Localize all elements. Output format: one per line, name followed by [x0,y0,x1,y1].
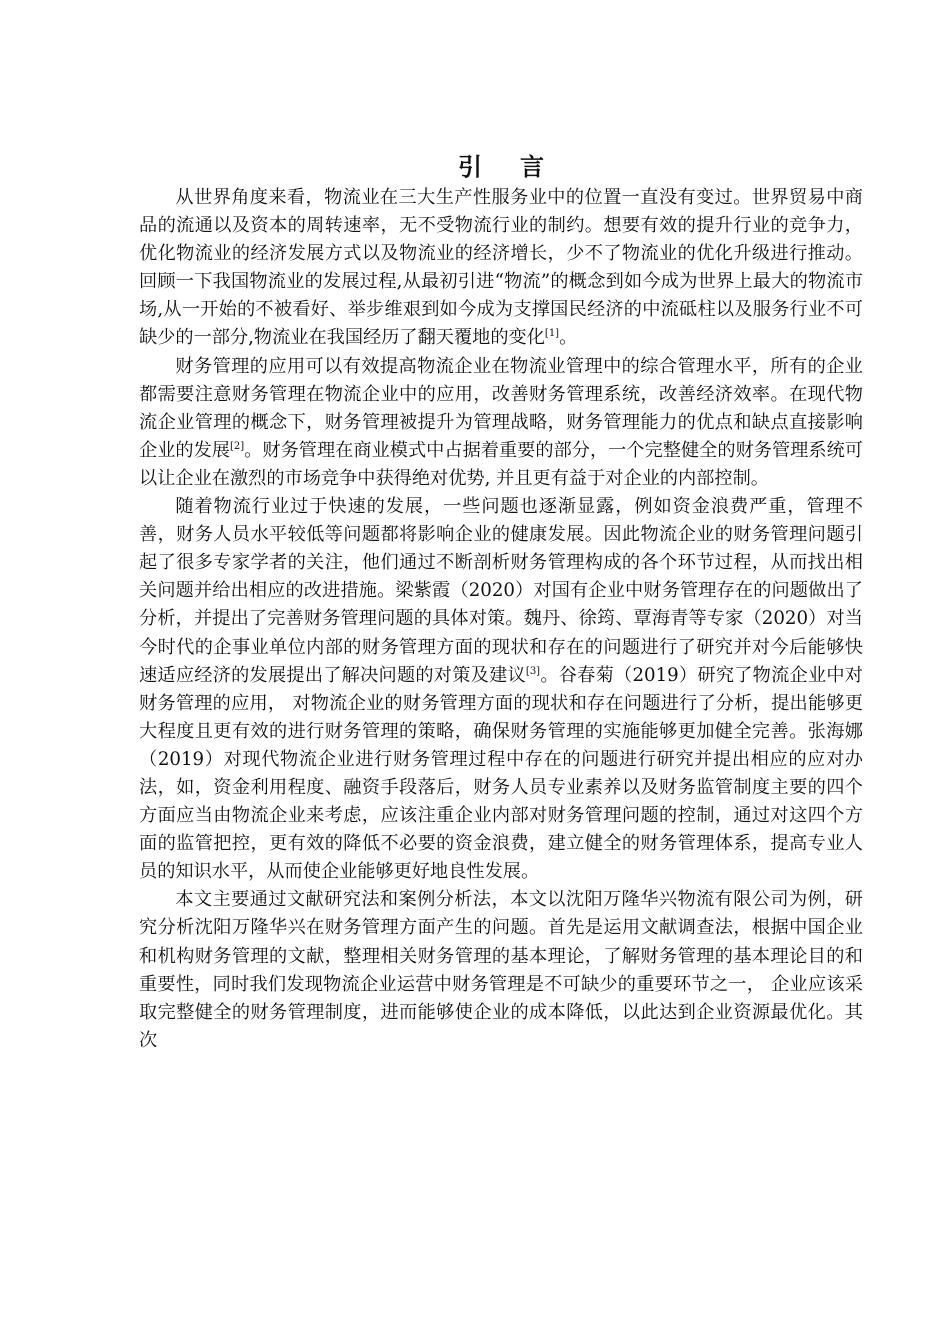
citation-ref: [2] [230,440,245,452]
citation-ref: [3] [525,665,541,677]
document-body [139,150,863,1055]
paragraph-list [139,184,863,1055]
citation-ref: [1] [544,328,560,340]
page-title: 引言 [458,153,582,181]
paragraph-text: 本文主要通过文献研究法和案例分析法，本文以沈阳万隆华兴物流有限公司为例，研究分析沈阳万隆华兴在财务管理方面产生的问题。首先是运用文献调查法，根据中国企业和机构财务管理的文献，整理相关财务管理的基本理论，了解财务管理的基本理论目的和重要性，同时我们发现物流企业运营中财务管理是不可缺少的重要环节之一， 企业应该采取完整健全的财务管理制度，进而能够使企业的成本降低，以此达到企业资源最优化。其次 [139,889,863,1051]
body-paragraph [139,493,863,886]
body-paragraph [139,886,863,1055]
body-paragraph [139,184,863,353]
paragraph-text: 从世界角度来看，物流业在三大生产性服务业中的位置一直没有变过。世界贸易中商品的流通以及资本的周转速率，无不受物流行业的制约。想要有效的提升行业的竞争力，优化物流业的经济发展方式以及物流业的经济增长，少不了物流业的优化升级进行推动。回顾一下我国物流业的发展过程,从最初引进“物流”的概念到如今成为世界上最大的物流市场,从一开始的不被看好、举步维艰到如今成为支撑国民经济的中流砥柱以及服务行业不可缺少的一部分,物流业在我国经历了翻天覆地的变化 [139,187,863,349]
paragraph-text: 随着物流行业过于快速的发展，一些问题也逐渐显露，例如资金浪费严重，管理不善，财务人员水平较低等问题都将影响企业的健康发展。因此物流企业的财务管理问题引起了很多专家学者的关注，他们通过不断剖析财务管理构成的各个环节过程，从而找出相关问题并给出相应的改进措施。梁紫霞（2020）对国有企业中财务管理存在的问题做出了分析，并提出了完善财务管理问题的具体对策。魏丹、徐筠、覃海青等专家（2020）对当今时代的企事业单位内部的财务管理方面的现状和存在的问题进行了研究并对今后能够快速适应经济的发展提出了解决问题的对策及建议 [139,496,863,686]
body-paragraph [139,353,863,493]
paragraph-text: 财务管理的应用可以有效提高物流企业在物流业管理中的综合管理水平，所有的企业都需要注意财务管理在物流企业中的应用，改善财务管理系统，改善经济效率。在现代物流企业管理的概念下，财务管理被提升为管理战略，财务管理能力的优点和缺点直接影响企业的发展 [139,355,863,461]
paragraph-text: 。 [559,327,578,349]
paragraph-text: 。财务管理在商业模式中占据着重要的部分，一个完整健全的财务管理系统可以让企业在激烈的市场竞争中获得绝对优势, 并且更有益于对企业的内部控制。 [139,439,863,489]
paragraph-text: 。谷春菊（2019）研究了物流企业中对财务管理的应用， 对物流企业的财务管理方面的现状和存在问题进行了分析，提出能够更大程度且更有效的进行财务管理的策略，确保财务管理的实施能够更加健全完善。张海娜（2019）对现代物流企业进行财务管理过程中存在的问题进行研究并提出相应的应对办法，如，资金利用程度、融资手段落后，财务人员专业素养以及财务监管制度主要的四个方面应当由物流企业来考虑，应该注重企业内部对财务管理问题的控制，通过对这四个方面的监管把控，更有效的降低不必要的资金浪费，建立健全的财务管理体系，提高专业人员的知识水平，从而使企业能够更好地良性发展。 [139,664,863,883]
